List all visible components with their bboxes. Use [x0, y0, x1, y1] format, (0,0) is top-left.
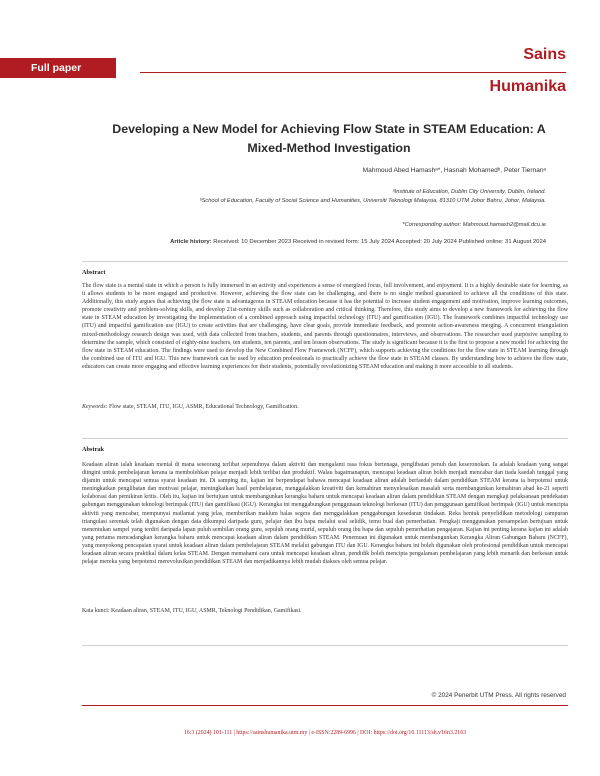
paper-title: Developing a New Model for Achieving Flow State in STEAM Education: A Mixed-Method Investigation	[112, 122, 546, 155]
section-divider	[82, 261, 568, 262]
affiliation-b: ᵇSchool of Education, Faculty of Social Science and Humanities, Universiti Teknologi Malaysia, 81310 UTM Johor Bahru, Johor, Malaysia.	[199, 198, 546, 204]
abstract-body: The flow state is a mental state in which a person is fully immersed in an activity and experiences a sense of energized focus, full involvement, and enjoyment. It is a highly desirable state for learning, as it allows students to be more engaged and productive. However, achieving the flow state can be challenging, and there is no single method guaranteed to achieve all the conditions of this state. Additionally, this study argues that achieving the flow state is advantageous in STEAM education because it has the potential to increase student engagement and motivation, improve learning outcomes, promote creativity and problem-solving skills, and develop 21st-century skills such as collaboration and critical thinking. Therefore, this study aims to develop a new framework for achieving the flow state in STEAM education by investigating the implementation of a combined approach using impactful technology (ITU) and gamification (IGU). The framework combines impactful technology use (ITU) and impactful gamification use (IGU) to create activities that are challenging, have clear goals, provide immediate feedback, and promote action-awareness merging. A concurrent triangulation mixed-methodology research design was used, with data collected from teachers, students, and parents through questionnaires, interviews, and observations. The researcher used purposive sampling to determine the sample, which consisted of eighty-nine teachers, ten students, ten parents, and ten lesson observations. The study is significant because it is the first to propose a new model for achieving the flow state in STEAM education. The findings were used to develop the New Combined Flow Framework (NCFF), which supports achieving the conditions for the flow state in STEAM learning through the combined use of ITU and IGU. This new framework can be used by education professionals to practically achieve the flow state in STEAM classes. By understanding how to achieve the flow state, educators can create more engaging and effective learning experiences for their students, potentially revolutionizing STEAM education and making it more accessible to all students.	[82, 283, 568, 370]
paper-type-badge: Full paper	[0, 58, 116, 78]
abstrak-body: Keadaan aliran ialah keadaan mental di mana seseorang terlibat sepenuhnya dalam aktiviti dan mengalami rasa fokus bertenaga, penglibatan penuh dan keseronokan. Ia adalah keadaan yang sangat diingini untuk pembelajaran kerana ia membolehkan pelajar menjadi lebih terlibat dan produktif. Walau bagaimanapun, mencapai keadaan aliran boleh menjadi mencabar dan tiada kaedah tunggal yang dijamin untuk mencapai semua syarat keadaan ini. Di samping itu, kajian ini berpendapat bahawa mencapai keadaan aliran adalah berfaedah dalam pendidikan STEAM kerana ia berpotensi untuk meningkatkan penglibatan dan motivasi pelajar, meningkatkan hasil pembelajaran, menggalakkan kreativiti dan kemahiran menyelesaikan masalah serta membangunkan kemahiran abad ke-21 seperti kolaborasi dan pemikiran kritis. Oleh itu, kajian ini bertujuan untuk membangunkan kerangka baharu untuk mencapai keadaan aliran dalam pendidikan STEAM dengan mengkaji pelaksanaan pendekatan gabungan menggunakan teknologi berimpak (ITU) dan gamifikasi (IGU). Kerangka ini menggabungkan penggunaan teknologi berkesan (ITU) dan penggunaan gamifikasi berimpak (IGU) untuk mencipta aktiviti yang mencabar, mempunyai matlamat yang jelas, memberikan maklum balas segera dan menggalakkan penggabungan kesedaran tindakan. Reka bentuk penyelidikan metodologi campuran triangulasi serentak telah digunakan dengan data dikumpul daripada guru, pelajar dan ibu bapa melalui soal selidik, temu bual dan pemerhatian. Pengkaji menggunakan persampelan bertujuan untuk menentukan sampel yang terdiri daripada lapan puluh sembilan orang guru, sepuluh orang murid, sepuluh orang ibu bapa dan sepuluh pemerhatian pengajaran. Kajian ini penting kerana kajian ini adalah yang pertama mencadangkan kerangka baharu untuk mencapai keadaan aliran dalam pendidikan STEAM. Penemuan ini digunakan untuk membangunkan Kerangka Aliran Gabungan Baharu (NCFF), yang menyokong pencapaian syarat untuk keadaan aliran dalam pembelajaran STEAM melalui gabungan ITU dan IGU. Kerangka baharu ini boleh digunakan oleh profesional pendidikan untuk mencapai keadaan aliran secara praktikal dalam kelas STEAM. Dengan memahami cara untuk mencapai keadaan aliran, pendidik boleh mencipta pengalaman pembelajaran yang lebih menarik dan berkesan untuk pelajar mereka yang berpotensi merevolusikan pendidikan STEAM dan menjadikannya lebih mudah diakses oleh semua pelajar.	[82, 462, 568, 566]
journal-name-line1: Sains	[523, 46, 566, 63]
keywords-label: Keywords:	[82, 404, 108, 410]
footer-citation: 16:3 (2024) 101-111 | https://sainshumanika.utm.my | e-ISSN:2289-6996 | DOI: https://doi.org/10.11113/sh.v16n3.2163	[183, 730, 467, 736]
article-history-label: Article history:	[170, 239, 212, 245]
article-history-dates: Received: 10 December 2023 Received in revised form: 15 July 2024 Accepted: 20 July 2024 Published online: 31 August 2024	[211, 239, 546, 245]
keywords-list: Flow state, STEAM, ITU, IGU, ASMR, Educational Technology, Gamification.	[107, 404, 299, 410]
author-list: Mahmoud Abed Hamashᵃ*, Hasnah Mohamedᵇ, Peter Tiernanᵃ	[362, 167, 546, 174]
abstract-heading: Abstract	[82, 269, 106, 276]
affiliation-a: ᵃInstitute of Education, Dublin City University, Dublin, Ireland.	[392, 189, 546, 195]
abstrak-heading: Abstrak	[82, 446, 105, 453]
copyright-notice: © 2024 Penerbit UTM Press. All rights reserved	[431, 692, 566, 699]
section-divider	[82, 645, 568, 646]
header-divider	[140, 72, 566, 73]
journal-name-line2: Humanika	[489, 78, 566, 95]
abstract-keywords	[82, 404, 568, 410]
footer-divider	[82, 705, 568, 706]
abstrak-keywords: Kata kunci: Keadaan aliran, STEAM, ITU, IGU, ASMR, Teknologi Pendidikan, Gamifikasi.	[82, 608, 302, 614]
corresponding-author: *Corresponding author: Mahmoud.hamash2@mail.dcu.ie	[402, 222, 546, 228]
section-divider	[82, 438, 568, 439]
article-history	[92, 239, 546, 245]
